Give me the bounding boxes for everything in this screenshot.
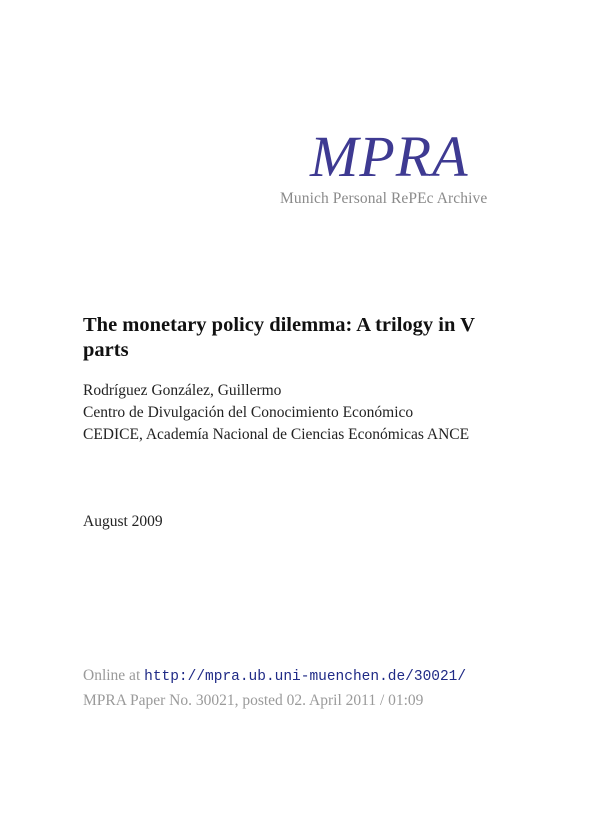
logo-mark: MPRA (310, 124, 469, 189)
paper-title: The monetary policy dilemma: A trilogy in V parts (83, 314, 475, 361)
affiliation-2: CEDICE, Academía Nacional de Ciencias Económicas ANCE (83, 426, 470, 443)
online-line (83, 664, 583, 689)
paper-url-link[interactable]: http://mpra.ub.uni-muenchen.de/30021/ (144, 669, 467, 685)
author-name: Rodríguez González, Guillermo (83, 382, 282, 399)
mpra-logo (280, 124, 510, 216)
archive-footer (83, 664, 583, 713)
posting-info: MPRA Paper No. 30021, posted 02. April 2011 / 01:09 (83, 692, 424, 709)
author-block (83, 380, 563, 446)
publication-date: August 2009 (83, 513, 163, 530)
online-prefix: Online at (83, 667, 141, 684)
logo-subtitle: Munich Personal RePEc Archive (280, 190, 488, 207)
affiliation-1: Centro de Divulgación del Conocimiento Económico (83, 404, 414, 421)
